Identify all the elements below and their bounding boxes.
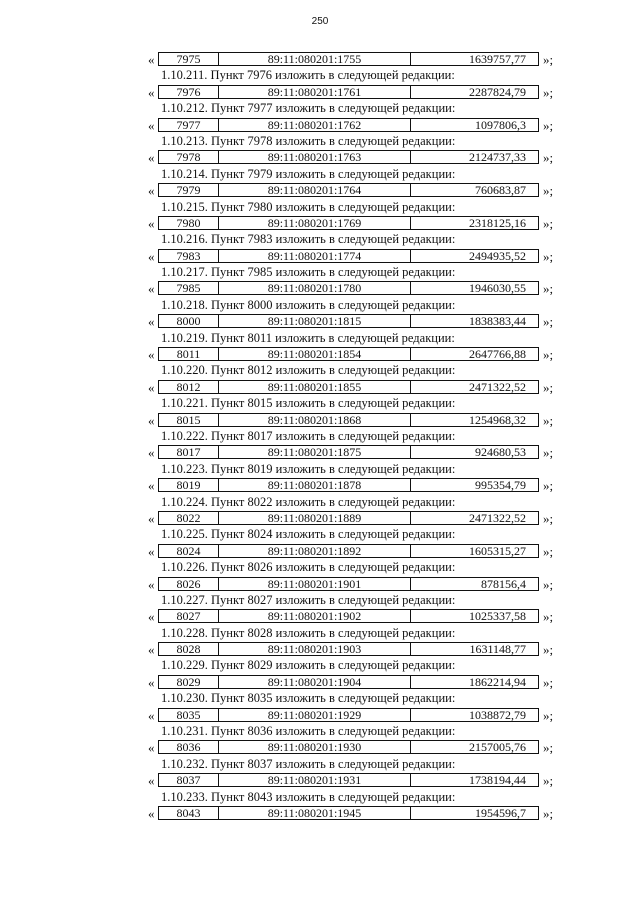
- document-body: [0, 51, 640, 821]
- amendment-instruction: 1.10.227. Пункт 8027 изложить в следующей редакции:: [161, 592, 456, 607]
- open-quote: «: [148, 609, 155, 625]
- value-amount: 1254968,32: [469, 412, 526, 427]
- table-row: [0, 772, 640, 788]
- entry-table: [158, 544, 539, 558]
- table-row: [0, 215, 640, 231]
- item-number: 8024: [159, 545, 219, 557]
- value-amount: 1097806,3: [475, 117, 526, 132]
- entry-table: [158, 150, 539, 164]
- close-quote: »;: [543, 215, 554, 231]
- value-amount: 995354,79: [475, 478, 526, 493]
- cadastral-number: 89:11:080201:1774: [219, 250, 411, 262]
- amendment-instruction: 1.10.225. Пункт 8024 изложить в следующей редакции:: [161, 527, 456, 542]
- open-quote: «: [148, 248, 155, 264]
- item-number: 8019: [159, 479, 219, 491]
- entry-table: [158, 478, 539, 492]
- cadastral-number: 89:11:080201:1855: [219, 381, 411, 393]
- close-quote: »;: [543, 412, 554, 428]
- entry-table: [158, 380, 539, 394]
- amendment-instruction: 1.10.231. Пункт 8036 изложить в следующей редакции:: [161, 724, 456, 739]
- entry-table: [158, 577, 539, 591]
- table-row: [0, 182, 640, 198]
- cadastral-number: 89:11:080201:1889: [219, 512, 411, 524]
- entry-table: [158, 314, 539, 328]
- cadastral-number: 89:11:080201:1854: [219, 348, 411, 360]
- open-quote: «: [148, 773, 155, 789]
- list-item: [0, 166, 640, 182]
- list-item: [0, 756, 640, 772]
- list-item: [0, 100, 640, 116]
- table-row: [0, 117, 640, 133]
- amendment-instruction: 1.10.233. Пункт 8043 изложить в следующей редакции:: [161, 789, 456, 804]
- close-quote: »;: [543, 576, 554, 592]
- open-quote: «: [148, 314, 155, 330]
- item-number: 8026: [159, 578, 219, 590]
- value-amount: 1862214,94: [469, 674, 526, 689]
- table-row: [0, 51, 640, 67]
- cadastral-number: 89:11:080201:1868: [219, 414, 411, 426]
- close-quote: »;: [543, 707, 554, 723]
- value-amount: 878156,4: [481, 576, 526, 591]
- amendment-instruction: 1.10.221. Пункт 8015 изложить в следующей редакции:: [161, 396, 456, 411]
- amendment-instruction: 1.10.226. Пункт 8026 изложить в следующей редакции:: [161, 560, 456, 575]
- item-number: 8035: [159, 709, 219, 721]
- item-number: 8022: [159, 512, 219, 524]
- amendment-instruction: 1.10.216. Пункт 7983 изложить в следующей редакции:: [161, 232, 456, 247]
- value-amount: 2494935,52: [469, 248, 526, 263]
- cadastral-number: 89:11:080201:1902: [219, 610, 411, 622]
- amendment-instruction: 1.10.218. Пункт 8000 изложить в следующей редакции:: [161, 297, 456, 312]
- open-quote: «: [148, 412, 155, 428]
- table-row: [0, 641, 640, 657]
- amendment-instruction: 1.10.228. Пункт 8028 изложить в следующей редакции:: [161, 625, 456, 640]
- amendment-instruction: 1.10.232. Пункт 8037 изложить в следующей редакции:: [161, 756, 456, 771]
- amendment-instruction: 1.10.224. Пункт 8022 изложить в следующей редакции:: [161, 494, 456, 509]
- amendment-instruction: 1.10.220. Пункт 8012 изложить в следующей редакции:: [161, 363, 456, 378]
- amendment-instruction: 1.10.212. Пункт 7977 изложить в следующей редакции:: [161, 101, 456, 116]
- close-quote: »;: [543, 478, 554, 494]
- open-quote: «: [148, 707, 155, 723]
- table-row: [0, 608, 640, 624]
- open-quote: «: [148, 576, 155, 592]
- cadastral-number: 89:11:080201:1762: [219, 119, 411, 131]
- value-amount: 2124737,33: [469, 150, 526, 165]
- cadastral-number: 89:11:080201:1903: [219, 643, 411, 655]
- value-amount: 1954596,7: [475, 805, 526, 820]
- value-amount: 2471322,52: [469, 379, 526, 394]
- value-amount: 1738194,44: [469, 773, 526, 788]
- close-quote: »;: [543, 674, 554, 690]
- value-amount: 2157005,76: [469, 740, 526, 755]
- value-amount: 1838383,44: [469, 314, 526, 329]
- amendment-instruction: 1.10.213. Пункт 7978 изложить в следующей редакции:: [161, 133, 456, 148]
- amendment-instruction: 1.10.223. Пункт 8019 изложить в следующей редакции:: [161, 461, 456, 476]
- amendment-instruction: 1.10.229. Пункт 8029 изложить в следующей редакции:: [161, 658, 456, 673]
- amendment-instruction: 1.10.219. Пункт 8011 изложить в следующей редакции:: [161, 330, 455, 345]
- open-quote: «: [148, 740, 155, 756]
- close-quote: »;: [543, 117, 554, 133]
- open-quote: «: [148, 150, 155, 166]
- close-quote: »;: [543, 773, 554, 789]
- item-number: 8017: [159, 446, 219, 458]
- item-number: 7978: [159, 151, 219, 163]
- value-amount: 1038872,79: [469, 707, 526, 722]
- cadastral-number: 89:11:080201:1875: [219, 446, 411, 458]
- item-number: 8011: [159, 348, 219, 360]
- entry-table: [158, 675, 539, 689]
- open-quote: «: [148, 84, 155, 100]
- close-quote: »;: [543, 52, 554, 67]
- item-number: 8015: [159, 414, 219, 426]
- close-quote: »;: [543, 84, 554, 100]
- close-quote: »;: [543, 347, 554, 363]
- open-quote: «: [148, 805, 155, 821]
- list-item: [0, 231, 640, 247]
- list-item: [0, 199, 640, 215]
- list-item: [0, 592, 640, 608]
- cadastral-number: 89:11:080201:1901: [219, 578, 411, 590]
- item-number: 7983: [159, 250, 219, 262]
- item-number: 7979: [159, 184, 219, 196]
- entry-table: [158, 85, 539, 99]
- list-item: [0, 526, 640, 542]
- list-item: [0, 67, 640, 83]
- close-quote: »;: [543, 642, 554, 658]
- open-quote: «: [148, 347, 155, 363]
- cadastral-number: 89:11:080201:1931: [219, 774, 411, 786]
- table-row: [0, 248, 640, 264]
- value-amount: 760683,87: [475, 183, 526, 198]
- item-number: 8036: [159, 741, 219, 753]
- close-quote: »;: [543, 314, 554, 330]
- table-row: [0, 477, 640, 493]
- table-row: [0, 674, 640, 690]
- table-row: [0, 84, 640, 100]
- close-quote: »;: [543, 150, 554, 166]
- open-quote: «: [148, 117, 155, 133]
- table-row: [0, 379, 640, 395]
- table-row: [0, 444, 640, 460]
- amendment-instruction: 1.10.215. Пункт 7980 изложить в следующей редакции:: [161, 199, 456, 214]
- cadastral-number: 89:11:080201:1764: [219, 184, 411, 196]
- table-row: [0, 543, 640, 559]
- amendment-instruction: 1.10.211. Пункт 7976 изложить в следующей редакции:: [161, 68, 455, 83]
- table-row: [0, 313, 640, 329]
- close-quote: »;: [543, 543, 554, 559]
- item-number: 8043: [159, 807, 219, 819]
- cadastral-number: 89:11:080201:1769: [219, 217, 411, 229]
- value-amount: 1631148,77: [469, 642, 526, 657]
- cadastral-number: 89:11:080201:1929: [219, 709, 411, 721]
- table-row: [0, 805, 640, 821]
- cadastral-number: 89:11:080201:1945: [219, 807, 411, 819]
- table-row: [0, 412, 640, 428]
- list-item: [0, 494, 640, 510]
- table-row: [0, 280, 640, 296]
- list-item: [0, 362, 640, 378]
- cadastral-number: 89:11:080201:1780: [219, 282, 411, 294]
- value-amount: 2287824,79: [469, 84, 526, 99]
- item-number: 7985: [159, 282, 219, 294]
- item-number: 8029: [159, 676, 219, 688]
- amendment-instruction: 1.10.214. Пункт 7979 изложить в следующей редакции:: [161, 166, 456, 181]
- close-quote: »;: [543, 805, 554, 821]
- close-quote: »;: [543, 281, 554, 297]
- open-quote: «: [148, 379, 155, 395]
- table-row: [0, 739, 640, 755]
- item-number: 7980: [159, 217, 219, 229]
- item-number: 8028: [159, 643, 219, 655]
- entry-table: [158, 708, 539, 722]
- open-quote: «: [148, 543, 155, 559]
- value-amount: 2647766,88: [469, 347, 526, 362]
- entry-table: [158, 609, 539, 623]
- open-quote: «: [148, 478, 155, 494]
- list-item: [0, 690, 640, 706]
- item-number: 8027: [159, 610, 219, 622]
- item-number: 7977: [159, 119, 219, 131]
- list-item: [0, 428, 640, 444]
- table-row: [0, 707, 640, 723]
- list-item: [0, 330, 640, 346]
- open-quote: «: [148, 52, 155, 67]
- list-item: [0, 789, 640, 805]
- cadastral-number: 89:11:080201:1930: [219, 741, 411, 753]
- open-quote: «: [148, 510, 155, 526]
- list-item: [0, 723, 640, 739]
- entry-table: [158, 118, 539, 132]
- item-number: 7976: [159, 86, 219, 98]
- close-quote: »;: [543, 183, 554, 199]
- cadastral-number: 89:11:080201:1815: [219, 315, 411, 327]
- item-number: 8000: [159, 315, 219, 327]
- value-amount: 1946030,55: [469, 281, 526, 296]
- list-item: [0, 133, 640, 149]
- value-amount: 1605315,27: [469, 543, 526, 558]
- value-amount: 1025337,58: [469, 609, 526, 624]
- list-item: [0, 461, 640, 477]
- entry-table: [158, 216, 539, 230]
- entry-table: [158, 642, 539, 656]
- list-item: [0, 297, 640, 313]
- close-quote: »;: [543, 510, 554, 526]
- item-number: 8012: [159, 381, 219, 393]
- table-row: [0, 510, 640, 526]
- amendment-instruction: 1.10.230. Пункт 8035 изложить в следующей редакции:: [161, 691, 456, 706]
- entry-table: [158, 347, 539, 361]
- open-quote: «: [148, 445, 155, 461]
- open-quote: «: [148, 674, 155, 690]
- entry-table: [158, 52, 539, 66]
- close-quote: »;: [543, 379, 554, 395]
- list-item: [0, 559, 640, 575]
- close-quote: »;: [543, 740, 554, 756]
- open-quote: «: [148, 183, 155, 199]
- cadastral-number: 89:11:080201:1763: [219, 151, 411, 163]
- value-amount: 1639757,77: [469, 52, 526, 66]
- open-quote: «: [148, 215, 155, 231]
- amendment-instruction: 1.10.222. Пункт 8017 изложить в следующей редакции:: [161, 428, 456, 443]
- table-row: [0, 346, 640, 362]
- list-item: [0, 395, 640, 411]
- list-item: [0, 264, 640, 280]
- entry-table: [158, 740, 539, 754]
- page-number: 250: [311, 16, 329, 27]
- entry-table: [158, 413, 539, 427]
- cadastral-number: 89:11:080201:1761: [219, 86, 411, 98]
- cadastral-number: 89:11:080201:1904: [219, 676, 411, 688]
- list-item: [0, 625, 640, 641]
- open-quote: «: [148, 642, 155, 658]
- item-number: 7975: [159, 53, 219, 65]
- entry-table: [158, 249, 539, 263]
- list-item: [0, 657, 640, 673]
- cadastral-number: 89:11:080201:1878: [219, 479, 411, 491]
- entry-table: [158, 281, 539, 295]
- entry-table: [158, 511, 539, 525]
- entry-table: [158, 806, 539, 820]
- item-number: 8037: [159, 774, 219, 786]
- close-quote: »;: [543, 445, 554, 461]
- value-amount: 2471322,52: [469, 510, 526, 525]
- entry-table: [158, 773, 539, 787]
- open-quote: «: [148, 281, 155, 297]
- close-quote: »;: [543, 609, 554, 625]
- close-quote: »;: [543, 248, 554, 264]
- table-row: [0, 576, 640, 592]
- entry-table: [158, 183, 539, 197]
- cadastral-number: 89:11:080201:1892: [219, 545, 411, 557]
- amendment-instruction: 1.10.217. Пункт 7985 изложить в следующей редакции:: [161, 265, 456, 280]
- entry-table: [158, 445, 539, 459]
- value-amount: 2318125,16: [469, 215, 526, 230]
- table-row: [0, 149, 640, 165]
- cadastral-number: 89:11:080201:1755: [219, 53, 411, 65]
- value-amount: 924680,53: [475, 445, 526, 460]
